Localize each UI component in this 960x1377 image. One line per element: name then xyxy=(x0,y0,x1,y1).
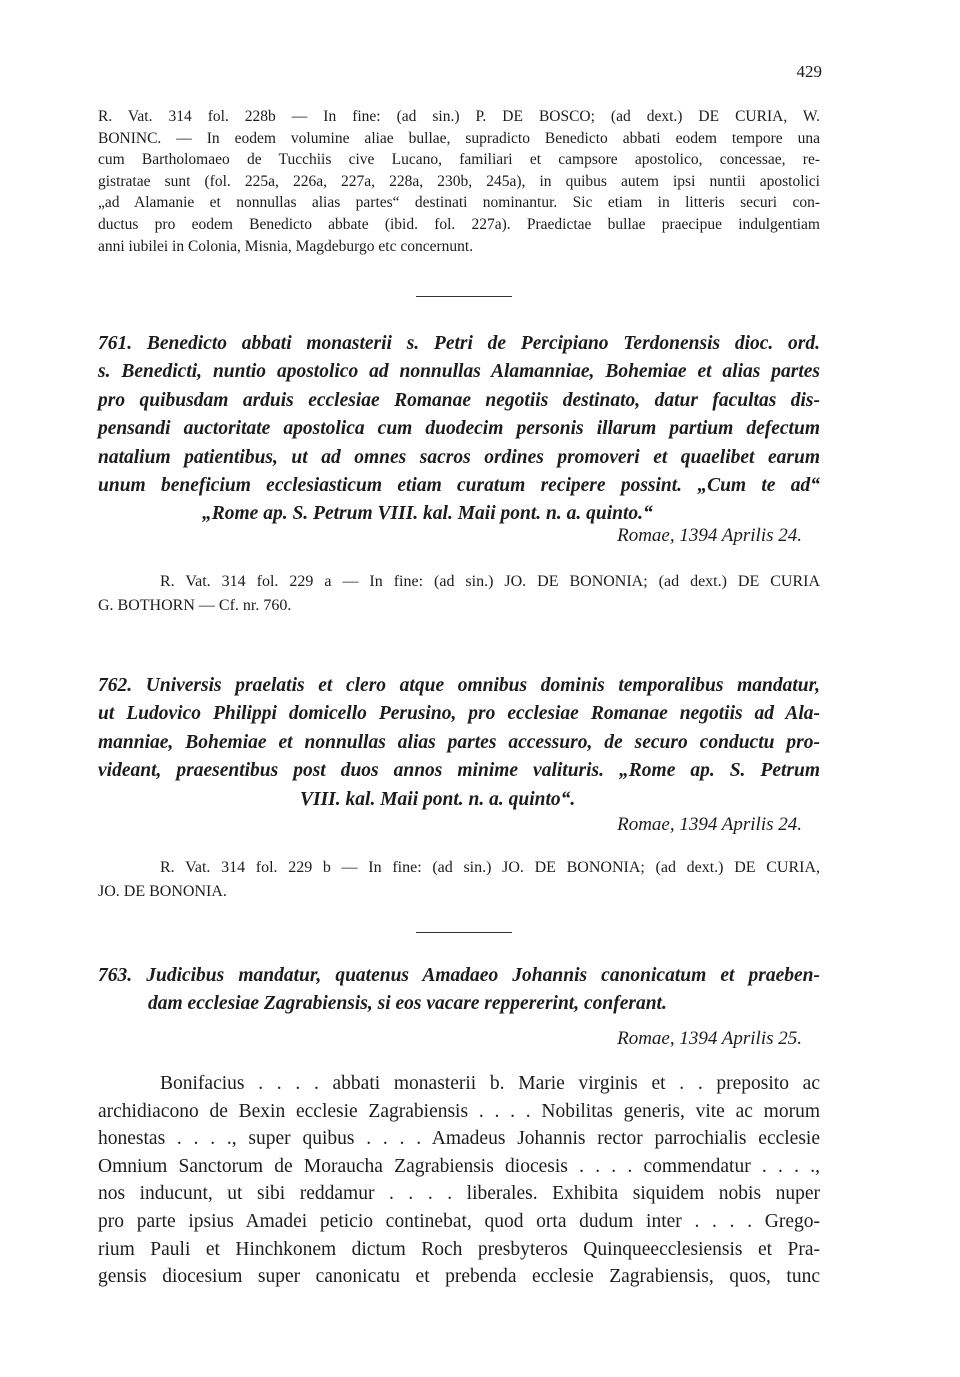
text-line: G. BOTHORN — Cf. nr. 760. xyxy=(98,597,292,614)
heading-line: pro quibusdam arduis ecclesiae Romanae negotiis destinato, datur facultas dis- xyxy=(98,389,820,411)
text-line: nos inducunt, ut sibi reddamur . . . . liberales. Exhibita siquidem nobis nuper xyxy=(98,1183,820,1205)
heading-line: ut Ludovico Philippi domicello Perusino, pro ecclesiae Romanae negotiis ad Ala- xyxy=(98,703,820,725)
separator-rule xyxy=(416,932,512,933)
entry-761-heading xyxy=(98,330,820,529)
text-line: ductus pro eodem Benedicto abbate (ibid. fol. 227a). Praedictae bullae praecipue indulgentiam xyxy=(98,215,820,233)
heading-line: 762. Universis praelatis et clero atque omnibus dominis temporalibus mandatur, xyxy=(98,675,821,696)
text-line: gistratae sunt (fol. 225a, 226a, 227a, 228a, 230b, 245a), in quibus autem ipsi nuntii apostolici xyxy=(98,172,820,190)
dateline: Romae, 1394 Aprilis 24. xyxy=(617,525,802,546)
entry-763-body xyxy=(98,1070,820,1291)
heading-line: VIII. kal. Maii pont. n. a. quinto“. xyxy=(300,788,576,810)
entry-763-heading xyxy=(98,962,820,1019)
text-line: rium Pauli et Hinchkonem dictum Roch presbyteros Quinqueecclesiensis et Pra- xyxy=(98,1238,820,1260)
heading-line: unum beneficium ecclesiasticum etiam curatum recipere possint. „Cum te ad“ xyxy=(98,475,820,497)
text-line: honestas . . . ., super quibus . . . . Amadeus Johannis rector parrochialis ecclesie xyxy=(98,1128,820,1150)
text-line: JO. DE BONONIA. xyxy=(98,883,227,900)
heading-line: 763. Judicibus mandatur, quatenus Amadaeo Johannis canonicatum et praeben- xyxy=(98,965,821,986)
dateline: Romae, 1394 Aprilis 25. xyxy=(617,1028,802,1049)
page-number: 429 xyxy=(796,62,822,81)
heading-line: 761. Benedicto abbati monasterii s. Petri de Percipiano Terdonensis dioc. ord. xyxy=(98,333,820,354)
heading-line: „Rome ap. S. Petrum VIII. kal. Maii pont. n. a. quinto.“ xyxy=(202,503,653,525)
entry-762-note xyxy=(98,856,820,904)
entry-number: 763. xyxy=(98,965,133,986)
text-line: anni iubilei in Colonia, Misnia, Magdeburgo etc concernunt. xyxy=(98,237,474,255)
entry-762-heading xyxy=(98,672,820,814)
intro-note xyxy=(98,106,820,257)
text-line: pro parte ipsius Amadei peticio continebat, quod orta dudum inter . . . . Grego- xyxy=(98,1210,820,1232)
heading-line: videant, praesentibus post duos annos minime valituris. „Rome ap. S. Petrum xyxy=(98,760,820,782)
heading-line: natalium patientibus, ut ad omnes sacros ordines promoveri et quaelibet earum xyxy=(98,446,820,468)
entry-761-note xyxy=(98,570,820,618)
text-line: Bonifacius . . . . abbati monasterii b. Marie virginis et . . preposito ac xyxy=(160,1073,820,1094)
text-line: R. Vat. 314 fol. 228b — In fine: (ad sin.) P. DE BOSCO; (ad dext.) DE CURIA, W. xyxy=(98,108,820,125)
text-line: gensis diocesium super canonicatu et prebenda ecclesie Zagrabiensis, quos, tunc xyxy=(98,1266,820,1288)
entry-number: 761. xyxy=(98,333,133,354)
heading-line: dam ecclesiae Zagrabiensis, si eos vacare reppererint, conferant. xyxy=(148,993,667,1015)
heading-line: manniae, Bohemiae et nonnullas alias partes accessuro, de securo conductu pro- xyxy=(98,731,820,753)
text-line: Omnium Sanctorum de Moraucha Zagrabiensis diocesis . . . . commendatur . . . ., xyxy=(98,1155,820,1177)
separator-rule xyxy=(416,296,512,297)
dateline: Romae, 1394 Aprilis 24. xyxy=(617,814,802,835)
entry-number: 762. xyxy=(98,675,133,696)
text-line: „ad Alamanie et nonnullas alias partes“ destinati nominantur. Sic etiam in litteris securi con- xyxy=(98,194,820,212)
heading-line: s. Benedicti, nuntio apostolico ad nonnullas Alamanniae, Bohemiae et alias partes xyxy=(98,361,820,383)
text-line: R. Vat. 314 fol. 229 b — In fine: (ad sin.) JO. DE BONONIA; (ad dext.) DE CURIA, xyxy=(160,859,820,876)
text-line: R. Vat. 314 fol. 229 a — In fine: (ad sin.) JO. DE BONONIA; (ad dext.) DE CURIA xyxy=(160,573,820,590)
text-line: cum Bartholomaeo de Tucchiis cive Lucano, familiari et campsore apostolico, concessae, re- xyxy=(98,151,820,169)
heading-line: pensandi auctoritate apostolica cum duodecim personis illarum partium defectum xyxy=(98,418,820,440)
text-line: archidiacono de Bexin ecclesie Zagrabiensis . . . . Nobilitas generis, vite ac morum xyxy=(98,1100,820,1122)
text-line: BONINC. — In eodem volumine aliae bullae, supradicto Benedicto abbati eodem tempore una xyxy=(98,129,820,147)
